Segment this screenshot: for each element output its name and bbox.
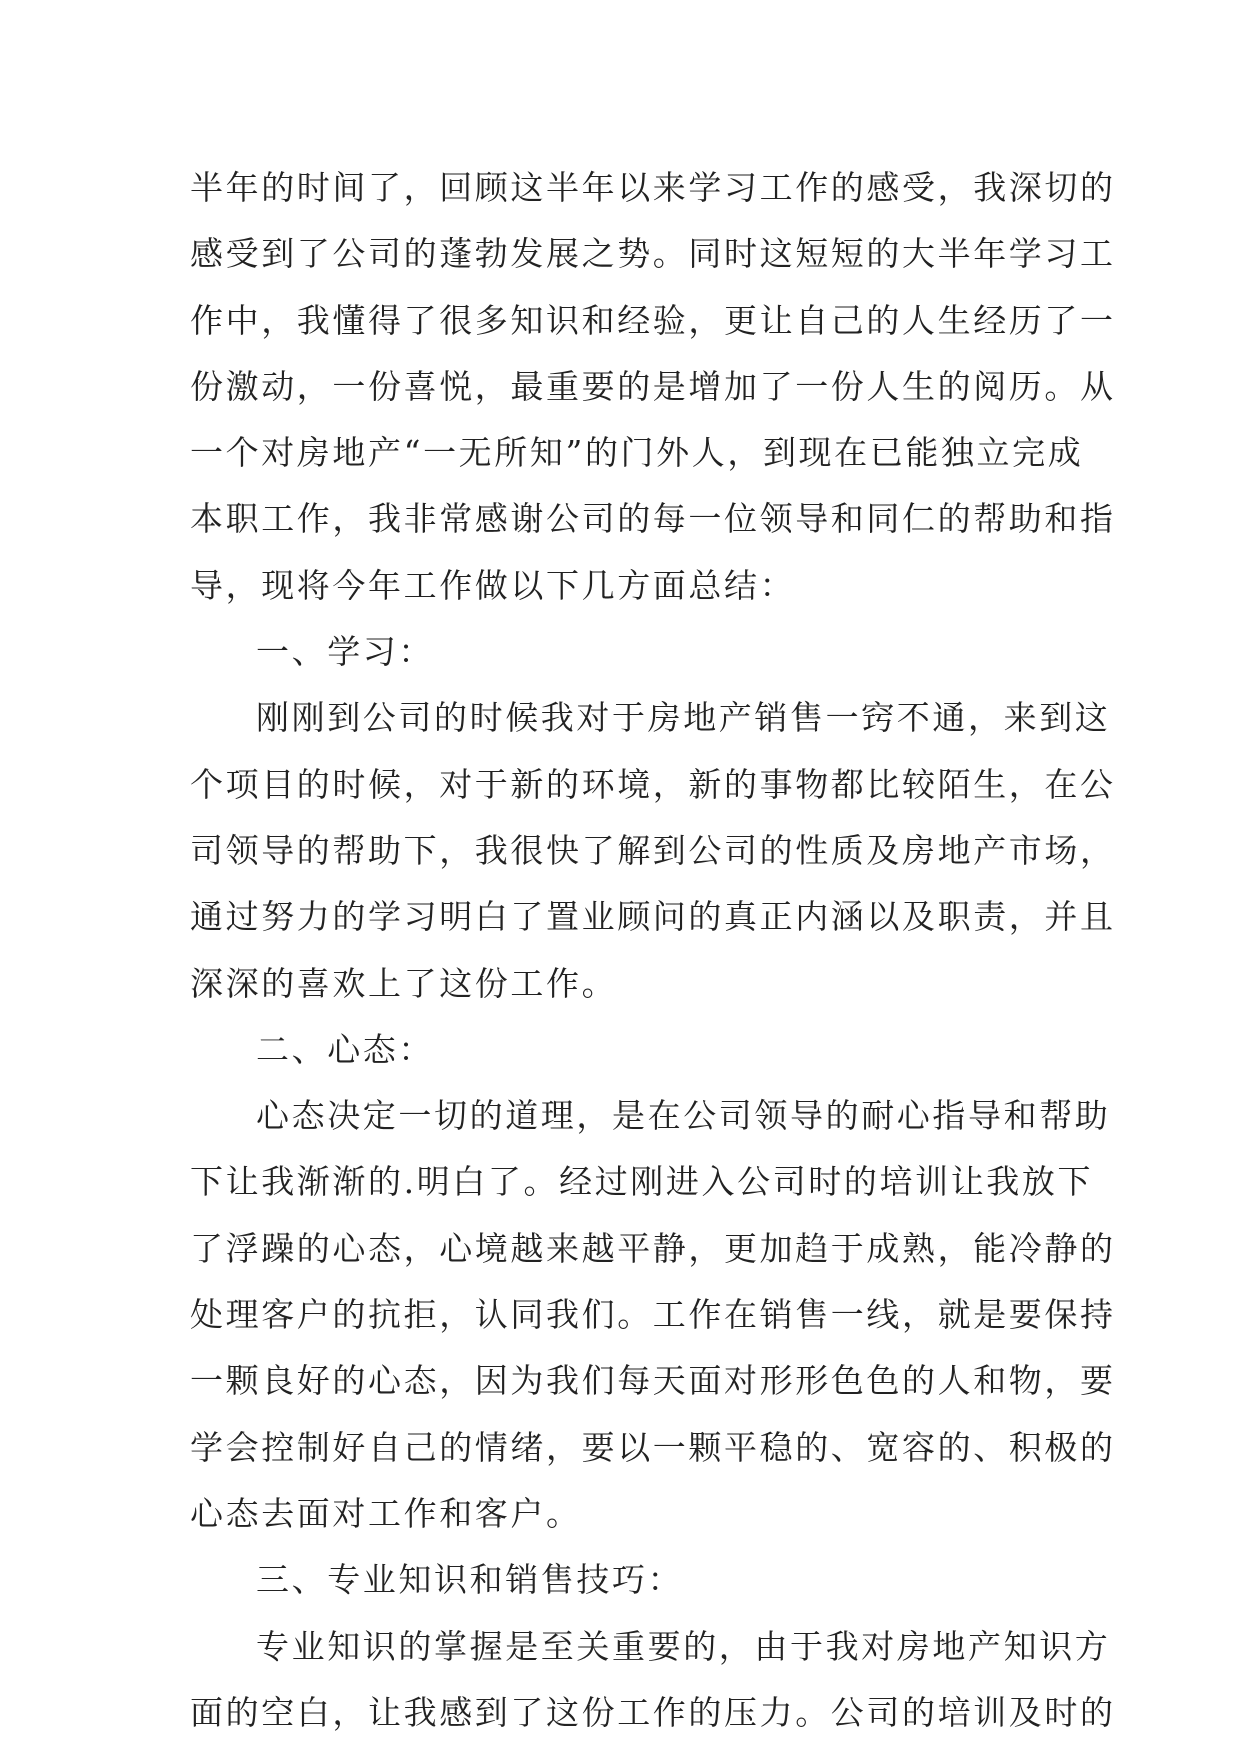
text-line: 半年的时间了，回顾这半年以来学习工作的感受，我深切的: [190, 168, 1116, 207]
text-line: 司领导的帮助下，我很快了解到公司的性质及房地产市场，: [190, 830, 1116, 870]
text-line: 面的空白，让我感到了这份工作的压力。公司的培训及时的: [190, 1692, 1116, 1732]
text-line: 处理客户的抗拒，认同我们。工作在销售一线，就是要保持: [190, 1295, 1116, 1335]
text-line: 个项目的时候，对于新的环境，新的事物都比较陌生，在公: [190, 764, 1116, 804]
text-line: 一颗良好的心态，因为我们每天面对形形色色的人和物，要: [190, 1361, 1116, 1401]
text-line: 作中，我懂得了很多知识和经验，更让自己的人生经历了一: [190, 300, 1116, 340]
text-line: 刚刚到公司的时候我对于房地产销售一窍不通，来到这: [256, 698, 1111, 738]
text-line: 一个对房地产“一无所知”的门外人，到现在已能独立完成: [190, 433, 1084, 473]
text-line: 心态决定一切的道理，是在公司领导的耐心指导和帮助: [256, 1096, 1111, 1136]
document-body: [190, 155, 1116, 1746]
text-line: 了浮躁的心态，心境越来越平静，更加趋于成熟，能冷静的: [190, 1228, 1116, 1268]
text-line: 深深的喜欢上了这份工作。: [190, 963, 618, 1003]
text-line: 学会控制好自己的情绪，要以一颗平稳的、宽容的、积极的: [190, 1427, 1116, 1467]
section-heading-mindset: 二、心态：: [256, 1029, 434, 1069]
text-line: 份激动，一份喜悦，最重要的是增加了一份人生的阅历。从: [190, 366, 1116, 406]
section-heading-study: 一、学习：: [256, 632, 434, 672]
text-line: 本职工作，我非常感谢公司的每一位领导和同仁的帮助和指: [190, 499, 1116, 539]
text-line: 下让我渐渐的.明白了。经过刚进入公司时的培训让我放下: [190, 1162, 1094, 1202]
text-line: 心态去面对工作和客户。: [190, 1493, 582, 1533]
text-line: 专业知识的掌握是至关重要的，由于我对房地产知识方: [256, 1626, 1111, 1666]
text-line: 导，现将今年工作做以下几方面总结：: [190, 565, 796, 605]
section-heading-skills: 三、专业知识和销售技巧：: [256, 1560, 684, 1600]
text-line: 感受到了公司的蓬勃发展之势。同时这短短的大半年学习工: [190, 234, 1116, 274]
text-line: 通过努力的学习明白了置业顾问的真正内涵以及职责，并且: [190, 897, 1116, 937]
